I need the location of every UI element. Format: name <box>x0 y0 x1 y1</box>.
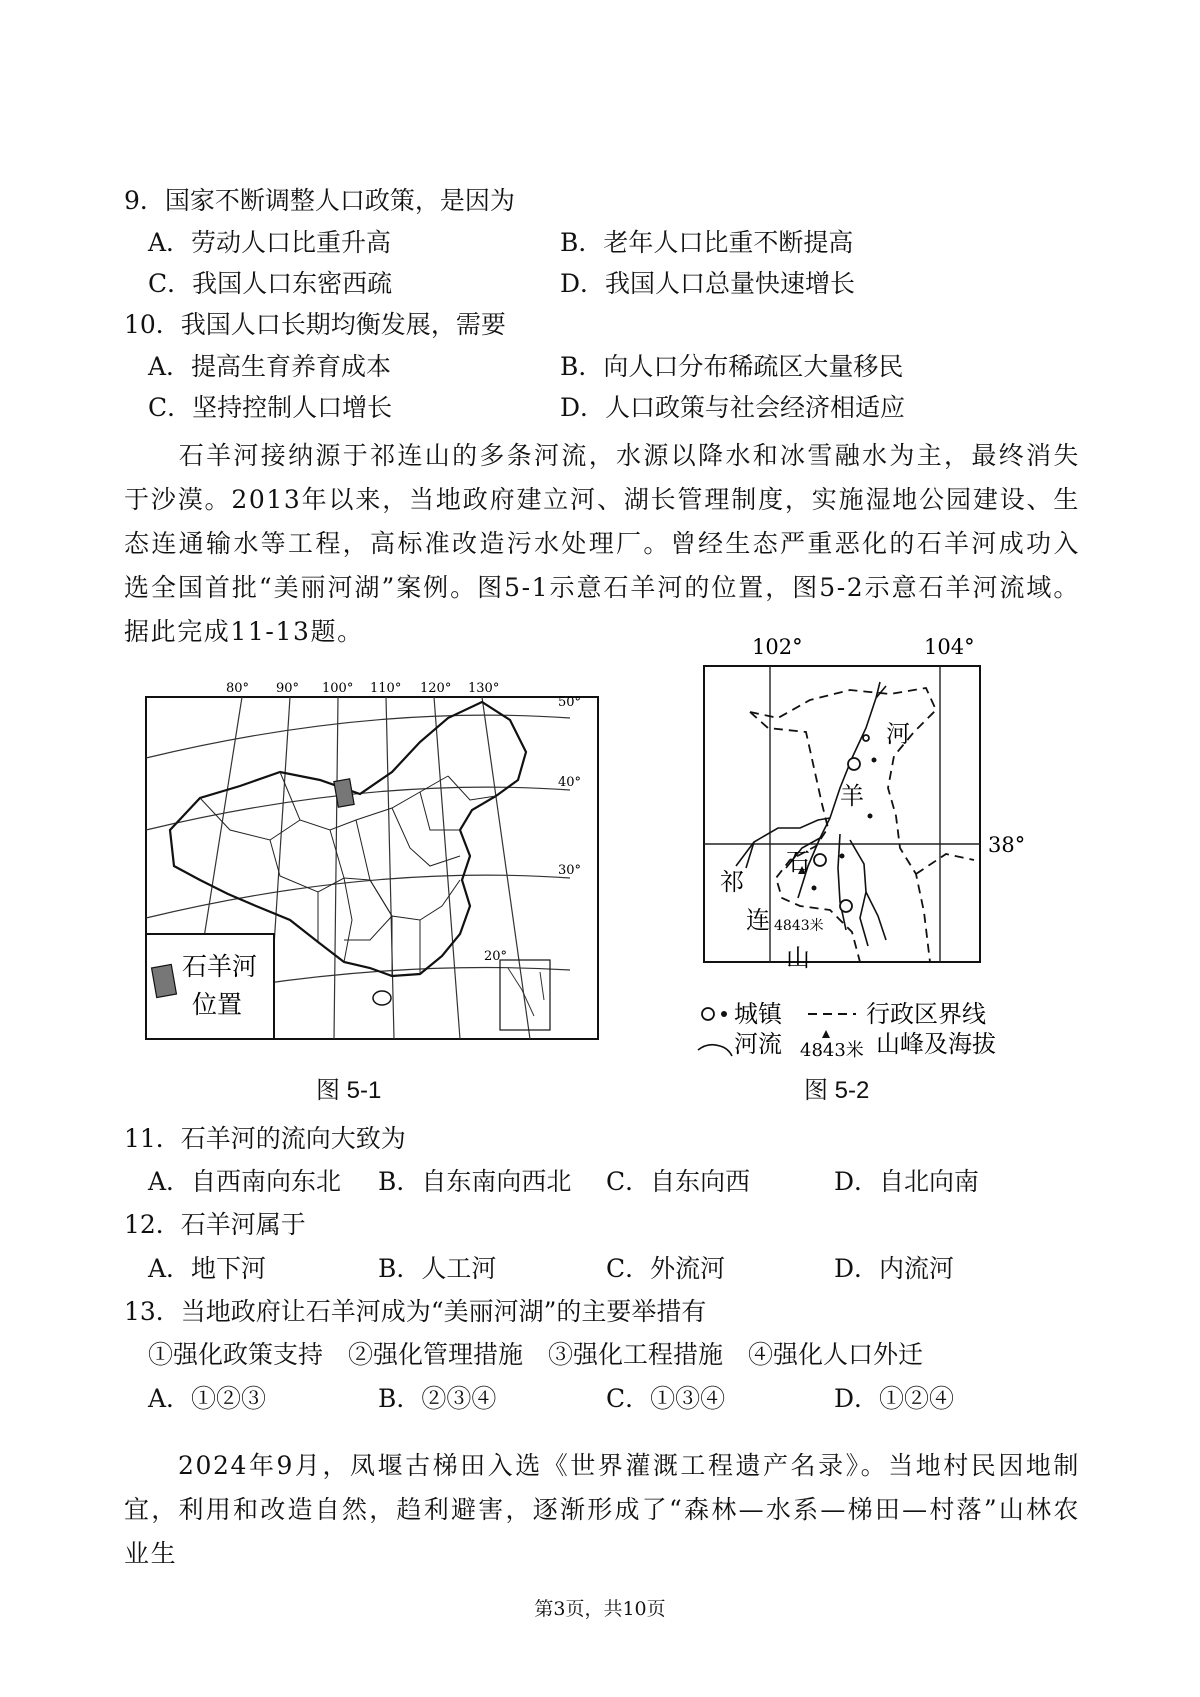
fig1-lon-80: 80° <box>226 681 250 696</box>
q12-option-b: B．人工河 <box>378 1254 497 1283</box>
fig1-lon-130: 130° <box>468 681 500 696</box>
figure-5-2-map <box>690 628 1050 1058</box>
passage-fengyan-terraces <box>124 1444 1080 1576</box>
fig2-legend-peak-value: 4843米 <box>800 1040 864 1058</box>
figure-5-1-caption: 图 5-1 <box>316 1077 382 1104</box>
q13-option-b: B．②③④ <box>378 1384 497 1413</box>
fig2-legend-peak: 山峰及海拔 <box>876 1030 996 1058</box>
q9-option-c: C．我国人口东密西疏 <box>148 269 393 298</box>
fig2-peak-elevation: 4843米 <box>774 918 824 934</box>
fig1-lat-40: 40° <box>558 775 582 790</box>
figure-5-2-caption: 图 5-2 <box>804 1077 870 1104</box>
fig2-lat-38: 38° <box>988 833 1026 857</box>
fig1-legend-label-1: 石羊河 <box>182 952 258 981</box>
q13-option-c: C．①③④ <box>606 1384 726 1413</box>
fig2-legend-town: 城镇 <box>734 1000 782 1028</box>
fig2-legend-town-hollow <box>702 1008 714 1020</box>
q10-option-c: C．坚持控制人口增长 <box>148 393 393 422</box>
q11-stem: 11．石羊河的流向大致为 <box>124 1124 406 1153</box>
q13-stem: 13．当地政府让石羊河成为“美丽河湖”的主要举措有 <box>124 1297 707 1326</box>
passage-shiyang-river-text: 石羊河接纳源于祁连山的多条河流，水源以降水和冰雪融水为主，最终消失于沙漠。2013年以来，当地政府建立河、湖长管理制度，实施湿地公园建设、生态连通输水等工程，高标准改造污水处理厂。曾经生态严重恶化的石羊河成功入选全国首批“美丽河湖”案例。图5-1示意石羊河的位置，图5-2示意石羊河流域。据此完成11-13题。 <box>124 441 1080 646</box>
fig2-label-he: 河 <box>886 720 910 748</box>
page-number-footer: 第3页，共10页 <box>534 1598 666 1620</box>
fig1-legend-swatch <box>152 964 177 997</box>
fig2-legend-peak-symbol <box>822 1030 830 1038</box>
passage-shiyang-river <box>124 434 1080 654</box>
fig1-lon-120: 120° <box>420 681 452 696</box>
fig1-lat-50: 50° <box>558 695 582 710</box>
figure-5-1-map <box>130 680 600 1060</box>
q12-option-d: D．内流河 <box>834 1254 955 1283</box>
fig2-legend-river-symbol <box>698 1045 732 1056</box>
passage-fengyan-terraces-text: 2024年9月，凤堰古梯田入选《世界灌溉工程遗产名录》。当地村民因地制宜，利用和改造自然，趋利避害，逐渐形成了“森林—水系—梯田—村落”山林农业生 <box>124 1451 1080 1568</box>
fig1-legend-label-2: 位置 <box>192 990 243 1019</box>
fig2-legend-boundary: 行政区界线 <box>866 1000 986 1028</box>
q13-option-a: A．①②③ <box>148 1384 267 1413</box>
q10-option-b: B．向人口分布稀疏区大量移民 <box>560 352 904 381</box>
fig1-lat-20: 20° <box>484 949 508 964</box>
fig2-label-lian: 连 <box>746 906 770 934</box>
q9-option-b: B．老年人口比重不断提高 <box>560 228 854 257</box>
fig1-lat-30: 30° <box>558 863 582 878</box>
q10-stem: 10．我国人口长期均衡发展，需要 <box>124 310 506 339</box>
fig2-label-qi: 祁 <box>720 868 744 896</box>
fig2-legend-river: 河流 <box>734 1030 782 1058</box>
fig2-label-shi: 石 <box>786 848 810 876</box>
q13-option-d: D．①②④ <box>834 1384 955 1413</box>
fig1-lon-110: 110° <box>370 681 402 696</box>
q11-option-c: C．自东向西 <box>606 1167 751 1196</box>
fig2-lon-102: 102° <box>752 635 803 659</box>
q9-stem: 9．国家不断调整人口政策，是因为 <box>124 186 515 215</box>
q12-stem: 12．石羊河属于 <box>124 1210 306 1239</box>
q12-option-c: C．外流河 <box>606 1254 726 1283</box>
q10-option-a: A．提高生育养育成本 <box>148 352 392 381</box>
fig2-legend-town-solid <box>721 1011 727 1017</box>
q10-option-d: D．人口政策与社会经济相适应 <box>560 393 906 422</box>
q9-option-a: A．劳动人口比重升高 <box>148 228 392 257</box>
fig1-lon-100: 100° <box>322 681 354 696</box>
fig2-label-yang: 羊 <box>840 782 864 810</box>
fig2-label-shan: 山 <box>786 944 810 972</box>
q11-option-a: A．自西南向东北 <box>148 1167 342 1196</box>
q13-statement-items: ①强化政策支持 ②强化管理措施 ③强化工程措施 ④强化人口外迁 <box>148 1340 924 1369</box>
fig1-lon-90: 90° <box>276 681 300 696</box>
q9-option-d: D．我国人口总量快速增长 <box>560 269 856 298</box>
q12-option-a: A．地下河 <box>148 1254 267 1283</box>
q11-option-d: D．自北向南 <box>834 1167 980 1196</box>
q11-option-b: B．自东南向西北 <box>378 1167 572 1196</box>
fig2-lon-104: 104° <box>924 635 975 659</box>
